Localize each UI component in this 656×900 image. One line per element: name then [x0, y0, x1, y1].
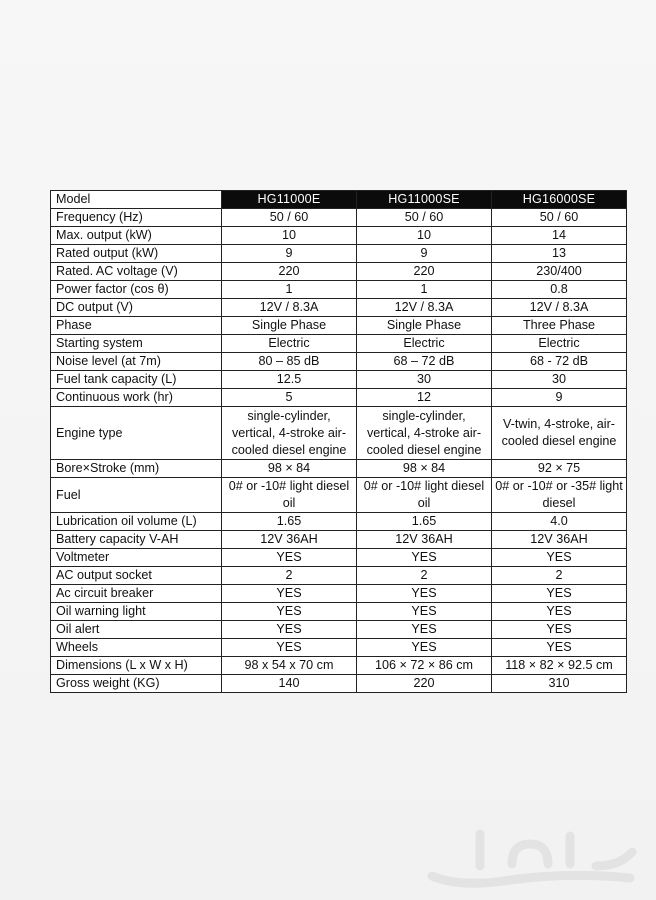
- cell-value: 80 – 85 dB: [222, 353, 357, 371]
- row-label: DC output (V): [51, 299, 222, 317]
- cell-value: Single Phase: [357, 317, 492, 335]
- table-row: [51, 478, 627, 513]
- table-row: [51, 531, 627, 549]
- table-header-row: [51, 191, 627, 209]
- cell-value: 106 × 72 × 86 cm: [357, 657, 492, 675]
- row-label: Fuel tank capacity (L): [51, 371, 222, 389]
- header-model-hg11000se: HG11000SE: [357, 191, 492, 209]
- row-label: Dimensions (L x W x H): [51, 657, 222, 675]
- cell-value: 12V / 8.3A: [492, 299, 627, 317]
- cell-value: YES: [222, 585, 357, 603]
- cell-value: YES: [357, 639, 492, 657]
- cell-value: YES: [222, 639, 357, 657]
- cell-value: 310: [492, 675, 627, 693]
- table-row: [51, 657, 627, 675]
- cell-value: 1.65: [357, 513, 492, 531]
- row-label: Voltmeter: [51, 549, 222, 567]
- cell-value: Three Phase: [492, 317, 627, 335]
- cell-value: 220: [222, 263, 357, 281]
- row-label: Rated. AC voltage (V): [51, 263, 222, 281]
- table-row: [51, 567, 627, 585]
- cell-value: YES: [492, 549, 627, 567]
- table-row: [51, 353, 627, 371]
- cell-value: Single Phase: [222, 317, 357, 335]
- cell-value: 0# or -10# light diesel oil: [222, 478, 357, 513]
- cell-value: 2: [492, 567, 627, 585]
- cell-value: 1: [357, 281, 492, 299]
- cell-value: 12V 36AH: [222, 531, 357, 549]
- cell-value: 12V / 8.3A: [222, 299, 357, 317]
- cell-value: 0# or -10# light diesel oil: [357, 478, 492, 513]
- cell-value: 50 / 60: [492, 209, 627, 227]
- cell-value: 5: [222, 389, 357, 407]
- table-row: [51, 549, 627, 567]
- cell-value: 30: [492, 371, 627, 389]
- row-label: Fuel: [51, 478, 222, 513]
- cell-value: 50 / 60: [357, 209, 492, 227]
- table-row: [51, 371, 627, 389]
- row-label: Engine type: [51, 407, 222, 460]
- cell-value: 220: [357, 675, 492, 693]
- cell-value: 50 / 60: [222, 209, 357, 227]
- table-row: [51, 209, 627, 227]
- cell-value: 220: [357, 263, 492, 281]
- cell-value: Electric: [357, 335, 492, 353]
- cell-value: 0# or -10# or -35# light diesel: [492, 478, 627, 513]
- header-model-hg11000e: HG11000E: [222, 191, 357, 209]
- cell-value: 2: [222, 567, 357, 585]
- cell-value: YES: [357, 603, 492, 621]
- header-model-hg16000se: HG16000SE: [492, 191, 627, 209]
- cell-value: YES: [357, 621, 492, 639]
- cell-value: 9: [222, 245, 357, 263]
- table-row: [51, 389, 627, 407]
- cell-value: 92 × 75: [492, 460, 627, 478]
- row-label: Lubrication oil volume (L): [51, 513, 222, 531]
- cell-value: V-twin, 4-stroke, air-cooled diesel engine: [492, 407, 627, 460]
- table-row: [51, 335, 627, 353]
- cell-value: 12V 36AH: [492, 531, 627, 549]
- cell-value: YES: [222, 549, 357, 567]
- cell-value: 118 × 82 × 92.5 cm: [492, 657, 627, 675]
- cell-value: 1.65: [222, 513, 357, 531]
- cell-value: 30: [357, 371, 492, 389]
- cell-value: 10: [357, 227, 492, 245]
- cell-value: 10: [222, 227, 357, 245]
- row-label: Gross weight (KG): [51, 675, 222, 693]
- table-row: [51, 317, 627, 335]
- table-row: [51, 585, 627, 603]
- cell-value: 68 – 72 dB: [357, 353, 492, 371]
- watermark-logo: [420, 814, 650, 894]
- table-row: [51, 621, 627, 639]
- row-label: Bore×Stroke (mm): [51, 460, 222, 478]
- cell-value: 140: [222, 675, 357, 693]
- cell-value: single-cylinder, vertical, 4-stroke air-cooled diesel engine: [222, 407, 357, 460]
- row-label: Continuous work (hr): [51, 389, 222, 407]
- cell-value: YES: [492, 603, 627, 621]
- row-label: Power factor (cos θ): [51, 281, 222, 299]
- cell-value: 12V / 8.3A: [357, 299, 492, 317]
- table-row: [51, 281, 627, 299]
- row-label: Rated output (kW): [51, 245, 222, 263]
- cell-value: 9: [492, 389, 627, 407]
- table-row: [51, 245, 627, 263]
- table-row: [51, 407, 627, 460]
- table-row: [51, 513, 627, 531]
- spec-table: [50, 190, 627, 693]
- row-label: Starting system: [51, 335, 222, 353]
- cell-value: YES: [492, 621, 627, 639]
- table-row: [51, 675, 627, 693]
- row-label: Frequency (Hz): [51, 209, 222, 227]
- row-label: Battery capacity V-AH: [51, 531, 222, 549]
- cell-value: 98 × 84: [357, 460, 492, 478]
- cell-value: 4.0: [492, 513, 627, 531]
- table-row: [51, 299, 627, 317]
- cell-value: 12V 36AH: [357, 531, 492, 549]
- cell-value: 230/400: [492, 263, 627, 281]
- cell-value: Electric: [492, 335, 627, 353]
- header-model-label: Model: [51, 191, 222, 209]
- cell-value: YES: [357, 549, 492, 567]
- cell-value: 98 x 54 x 70 cm: [222, 657, 357, 675]
- row-label: Wheels: [51, 639, 222, 657]
- table-row: [51, 639, 627, 657]
- cell-value: 12.5: [222, 371, 357, 389]
- cell-value: 0.8: [492, 281, 627, 299]
- cell-value: 1: [222, 281, 357, 299]
- table-row: [51, 227, 627, 245]
- cell-value: 12: [357, 389, 492, 407]
- row-label: Phase: [51, 317, 222, 335]
- table-row: [51, 460, 627, 478]
- cell-value: YES: [492, 639, 627, 657]
- cell-value: Electric: [222, 335, 357, 353]
- cell-value: YES: [492, 585, 627, 603]
- cell-value: 68 - 72 dB: [492, 353, 627, 371]
- row-label: Max. output (kW): [51, 227, 222, 245]
- row-label: AC output socket: [51, 567, 222, 585]
- cell-value: 98 × 84: [222, 460, 357, 478]
- cell-value: YES: [357, 585, 492, 603]
- row-label: Noise level (at 7m): [51, 353, 222, 371]
- cell-value: 13: [492, 245, 627, 263]
- cell-value: YES: [222, 603, 357, 621]
- row-label: Oil alert: [51, 621, 222, 639]
- cell-value: 14: [492, 227, 627, 245]
- cell-value: YES: [222, 621, 357, 639]
- row-label: Oil warning light: [51, 603, 222, 621]
- table-row: [51, 263, 627, 281]
- cell-value: single-cylinder, vertical, 4-stroke air-cooled diesel engine: [357, 407, 492, 460]
- table-row: [51, 603, 627, 621]
- cell-value: 2: [357, 567, 492, 585]
- cell-value: 9: [357, 245, 492, 263]
- row-label: Ac circuit breaker: [51, 585, 222, 603]
